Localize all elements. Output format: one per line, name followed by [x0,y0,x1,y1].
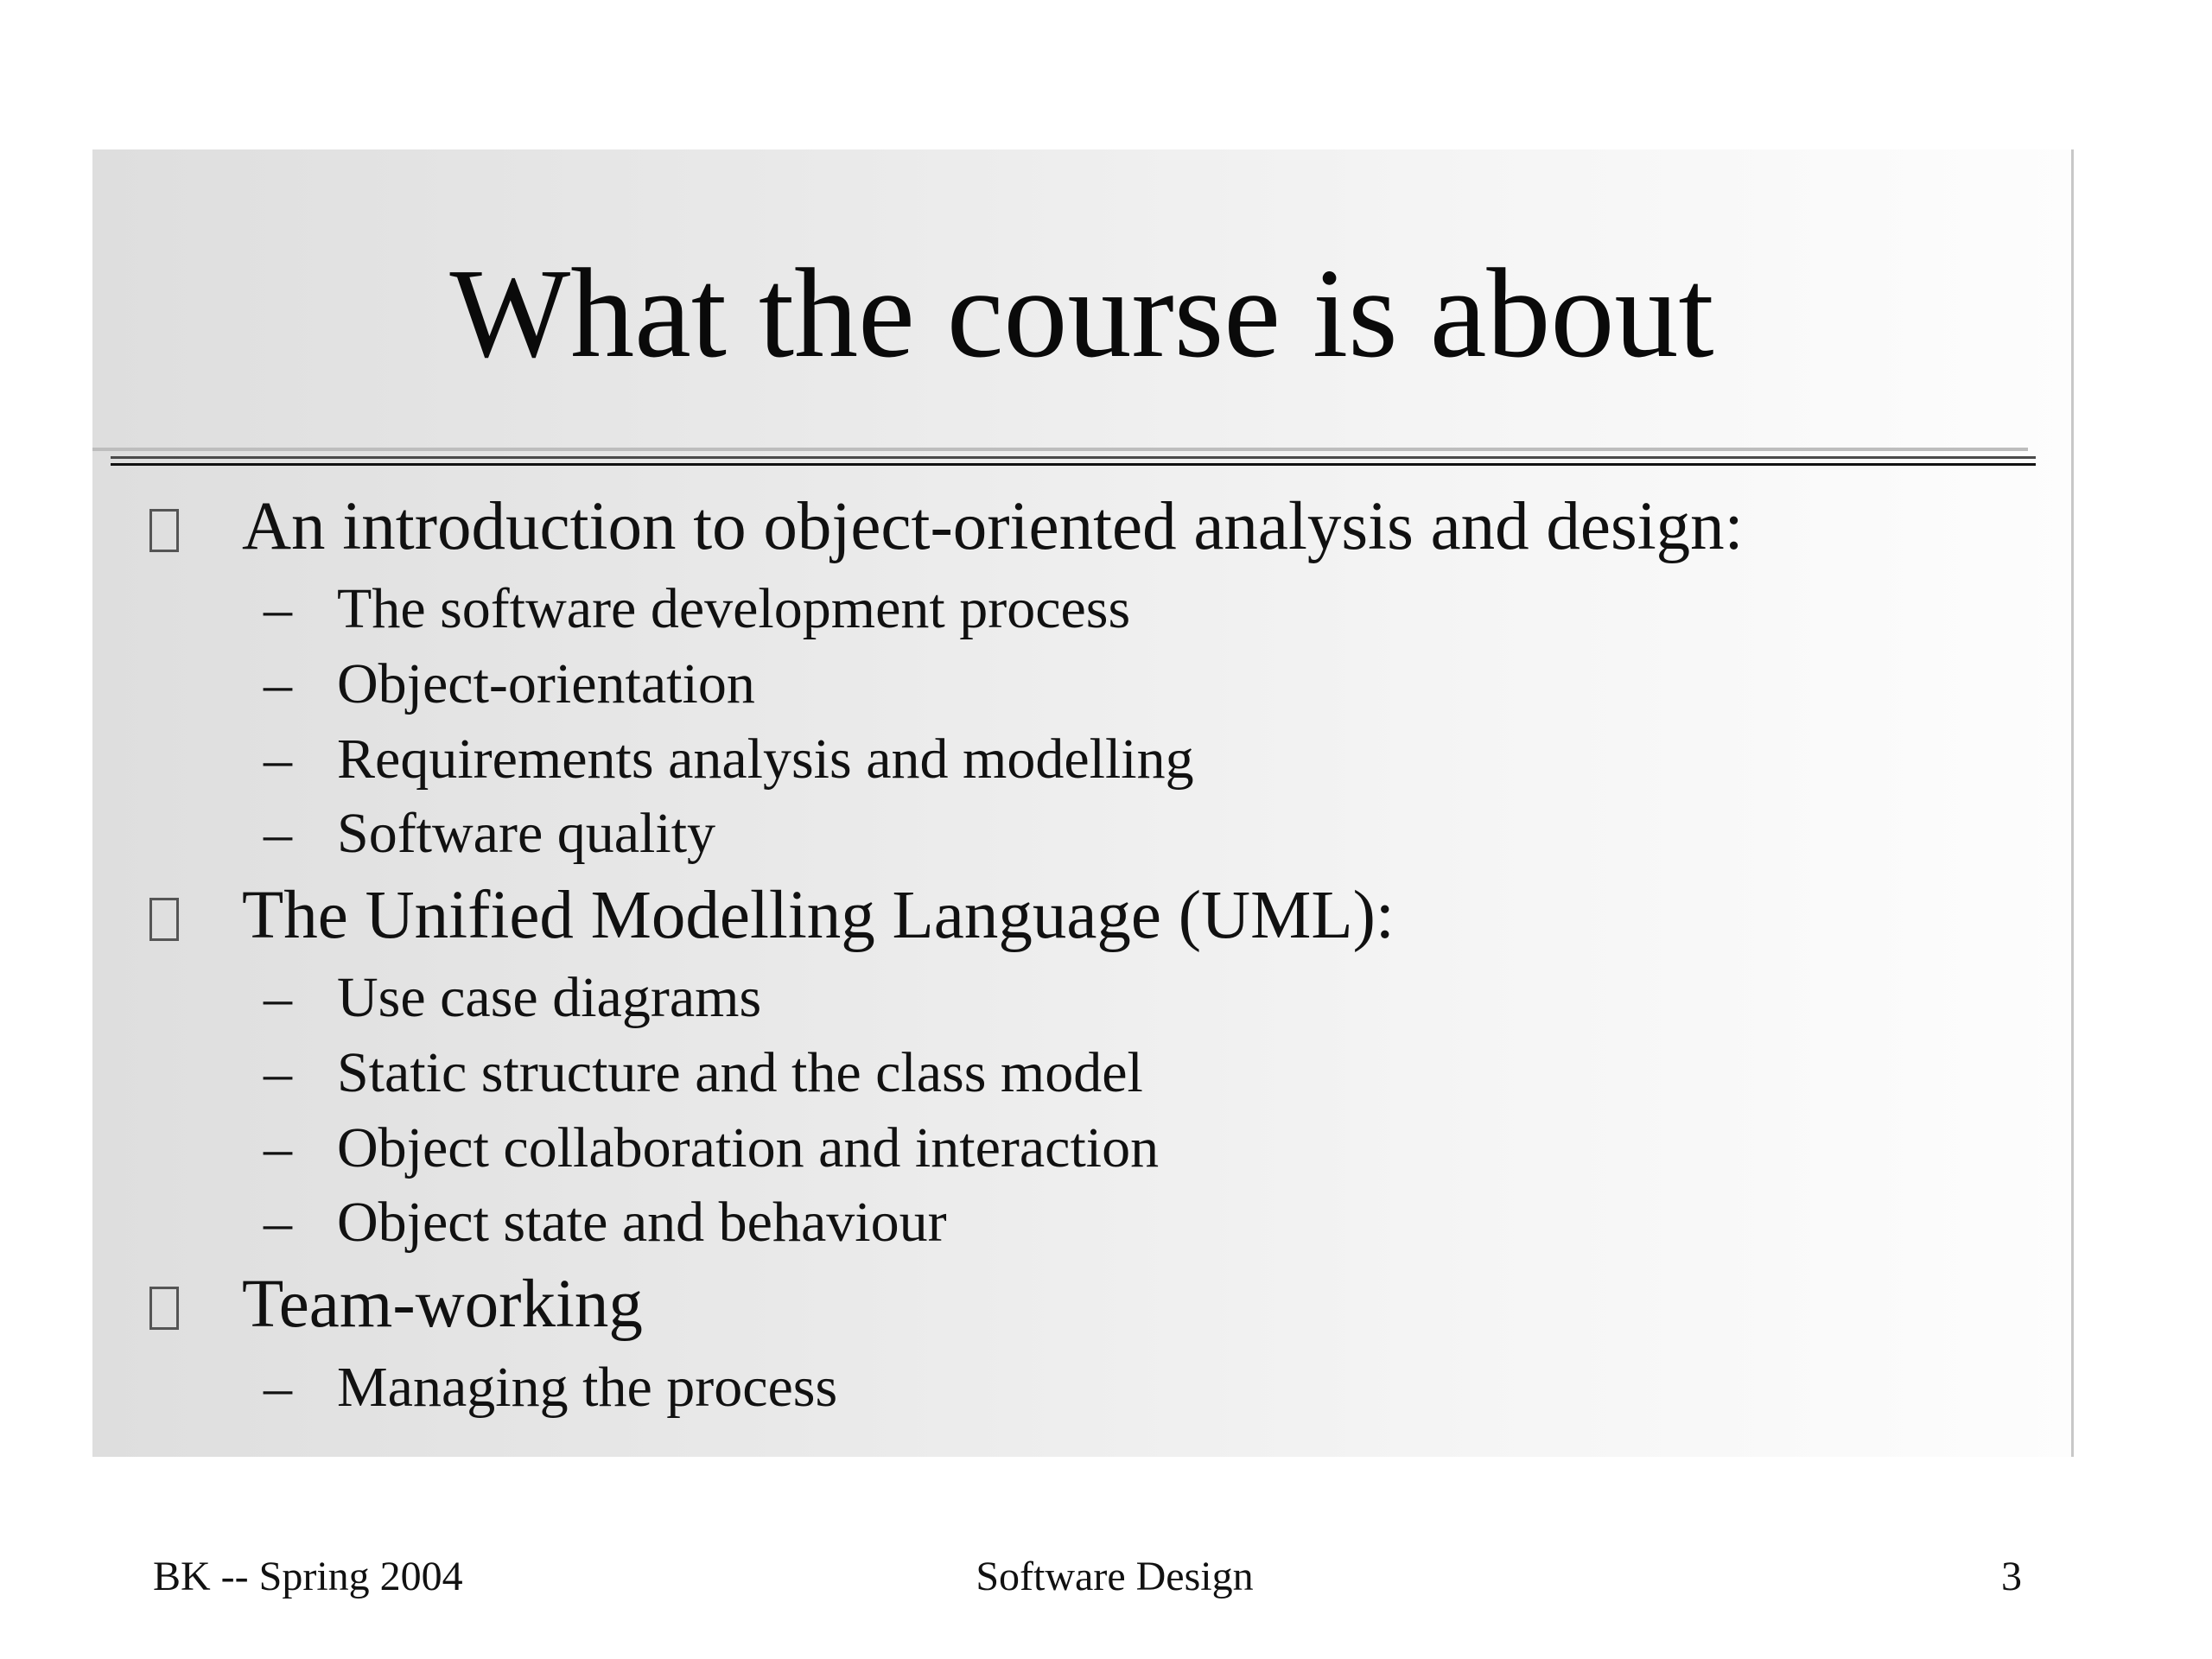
slide-number: 3 [2001,1554,2022,1599]
dash-marker: – [264,1356,292,1419]
sub-item-text: The software development process [337,577,1131,640]
sub-item-text: Object collaboration and interaction [337,1116,1160,1179]
dash-marker: – [264,966,292,1029]
title-divider-top [111,456,2036,459]
dash-marker: – [264,1191,292,1254]
dash-marker: – [264,652,292,715]
footer-course-title: Software Design [976,1554,1254,1599]
title-divider-bottom [111,463,2036,466]
square-bullet-icon [149,509,179,552]
sub-item-text: Object-orientation [337,652,755,715]
slide-title: What the course is about [449,243,1714,385]
slide-right-border [2071,149,2074,1457]
dash-marker: – [264,728,292,791]
bullet-text: The Unified Modelling Language (UML): [242,878,1395,953]
sub-item-text: Software quality [337,802,716,865]
sub-item-text: Use case diagrams [337,966,762,1029]
sub-item-text: Requirements analysis and modelling [337,728,1194,791]
square-bullet-icon [149,1287,179,1330]
title-divider-light [92,448,2028,451]
dash-marker: – [264,802,292,865]
square-bullet-icon [149,898,179,941]
sub-item-text: Managing the process [337,1356,838,1419]
footer-author-date: BK -- Spring 2004 [153,1554,463,1599]
bullet-text: Team-working [242,1267,643,1342]
sub-item-text: Object state and behaviour [337,1191,947,1254]
bullet-text: An introduction to object-oriented analysis and design: [242,489,1744,564]
dash-marker: – [264,577,292,640]
dash-marker: – [264,1116,292,1179]
dash-marker: – [264,1041,292,1104]
sub-item-text: Static structure and the class model [337,1041,1143,1104]
